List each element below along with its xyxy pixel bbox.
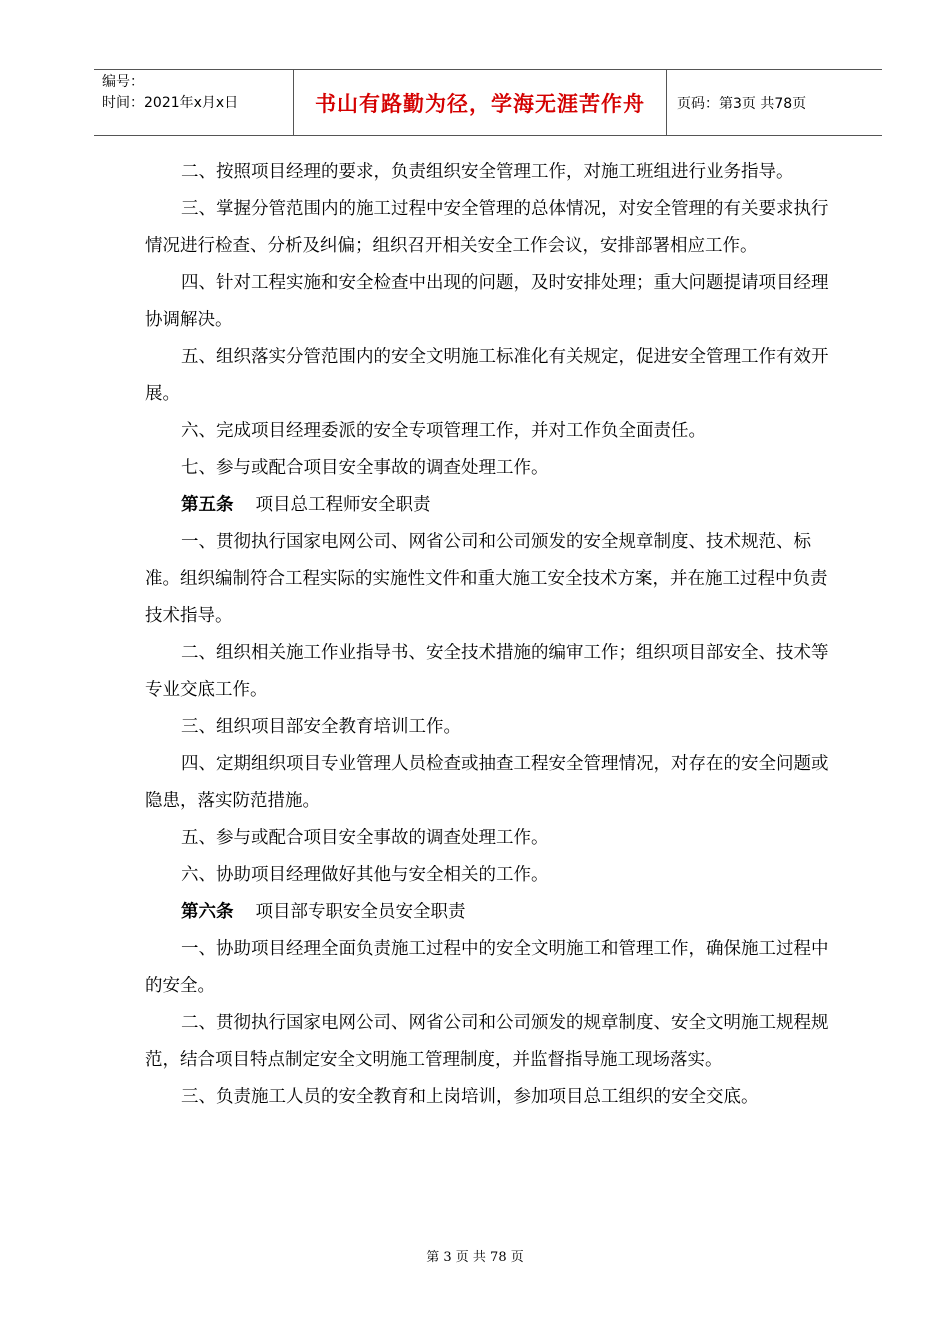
document-body [145, 154, 839, 1116]
article-number: 第五条 [181, 495, 234, 515]
page-header [94, 69, 882, 136]
paragraph: 四、定期组织项目专业管理人员检查或抽查工程安全管理情况，对存在的安全问题或隐患，落实防范措施。 [145, 754, 829, 811]
page-footer: 第 3 页 共 78 页 [426, 1250, 524, 1265]
paragraph: 二、组织相关施工作业指导书、安全技术措施的编审工作；组织项目部安全、技术等专业交底工作。 [145, 643, 829, 700]
paragraph: 三、负责施工人员的安全教育和上岗培训，参加项目总工组织的安全交底。 [181, 1087, 759, 1107]
paragraph: 六、完成项目经理委派的安全专项管理工作，并对工作负全面责任。 [181, 421, 706, 441]
paragraph: 四、针对工程实施和安全检查中出现的问题，及时安排处理；重大问题提请项目经理协调解决。 [145, 273, 829, 330]
time-label: 时间：2021年x月x日 [102, 95, 239, 111]
article-heading [145, 487, 839, 524]
paragraph: 五、参与或配合项目安全事故的调查处理工作。 [181, 828, 549, 848]
header-page-info: 页码：第3页 共78页 [677, 95, 807, 112]
paragraph: 二、按照项目经理的要求，负责组织安全管理工作，对施工班组进行业务指导。 [181, 162, 794, 182]
article-title: 项目总工程师安全职责 [255, 495, 431, 515]
paragraph: 一、贯彻执行国家电网公司、网省公司和公司颁发的安全规章制度、技术规范、标准。组织编制符合工程实际的实施性文件和重大施工安全技术方案，并在施工过程中负责技术指导。 [145, 532, 828, 626]
paragraph: 六、协助项目经理做好其他与安全相关的工作。 [181, 865, 549, 885]
paragraph: 五、组织落实分管范围内的安全文明施工标准化有关规定，促进安全管理工作有效开展。 [145, 347, 829, 404]
article-heading [145, 894, 839, 931]
article-number: 第六条 [181, 902, 234, 922]
paragraph: 七、参与或配合项目安全事故的调查处理工作。 [181, 458, 549, 478]
paragraph: 一、协助项目经理全面负责施工过程中的安全文明施工和管理工作，确保施工过程中的安全。 [145, 939, 829, 996]
article-title: 项目部专职安全员安全职责 [255, 902, 466, 922]
header-motto: 书山有路勤为径，学海无涯苦作舟 [294, 70, 667, 135]
header-meta [94, 70, 294, 135]
paragraph: 三、掌握分管范围内的施工过程中安全管理的总体情况，对安全管理的有关要求执行情况进行检查、分析及纠偏；组织召开相关安全工作会议，安排部署相应工作。 [145, 199, 829, 256]
paragraph: 三、组织项目部安全教育培训工作。 [181, 717, 461, 737]
number-label: 编号： [102, 74, 144, 90]
paragraph: 二、贯彻执行国家电网公司、网省公司和公司颁发的规章制度、安全文明施工规程规范，结合项目特点制定安全文明施工管理制度，并监督指导施工现场落实。 [145, 1013, 829, 1070]
